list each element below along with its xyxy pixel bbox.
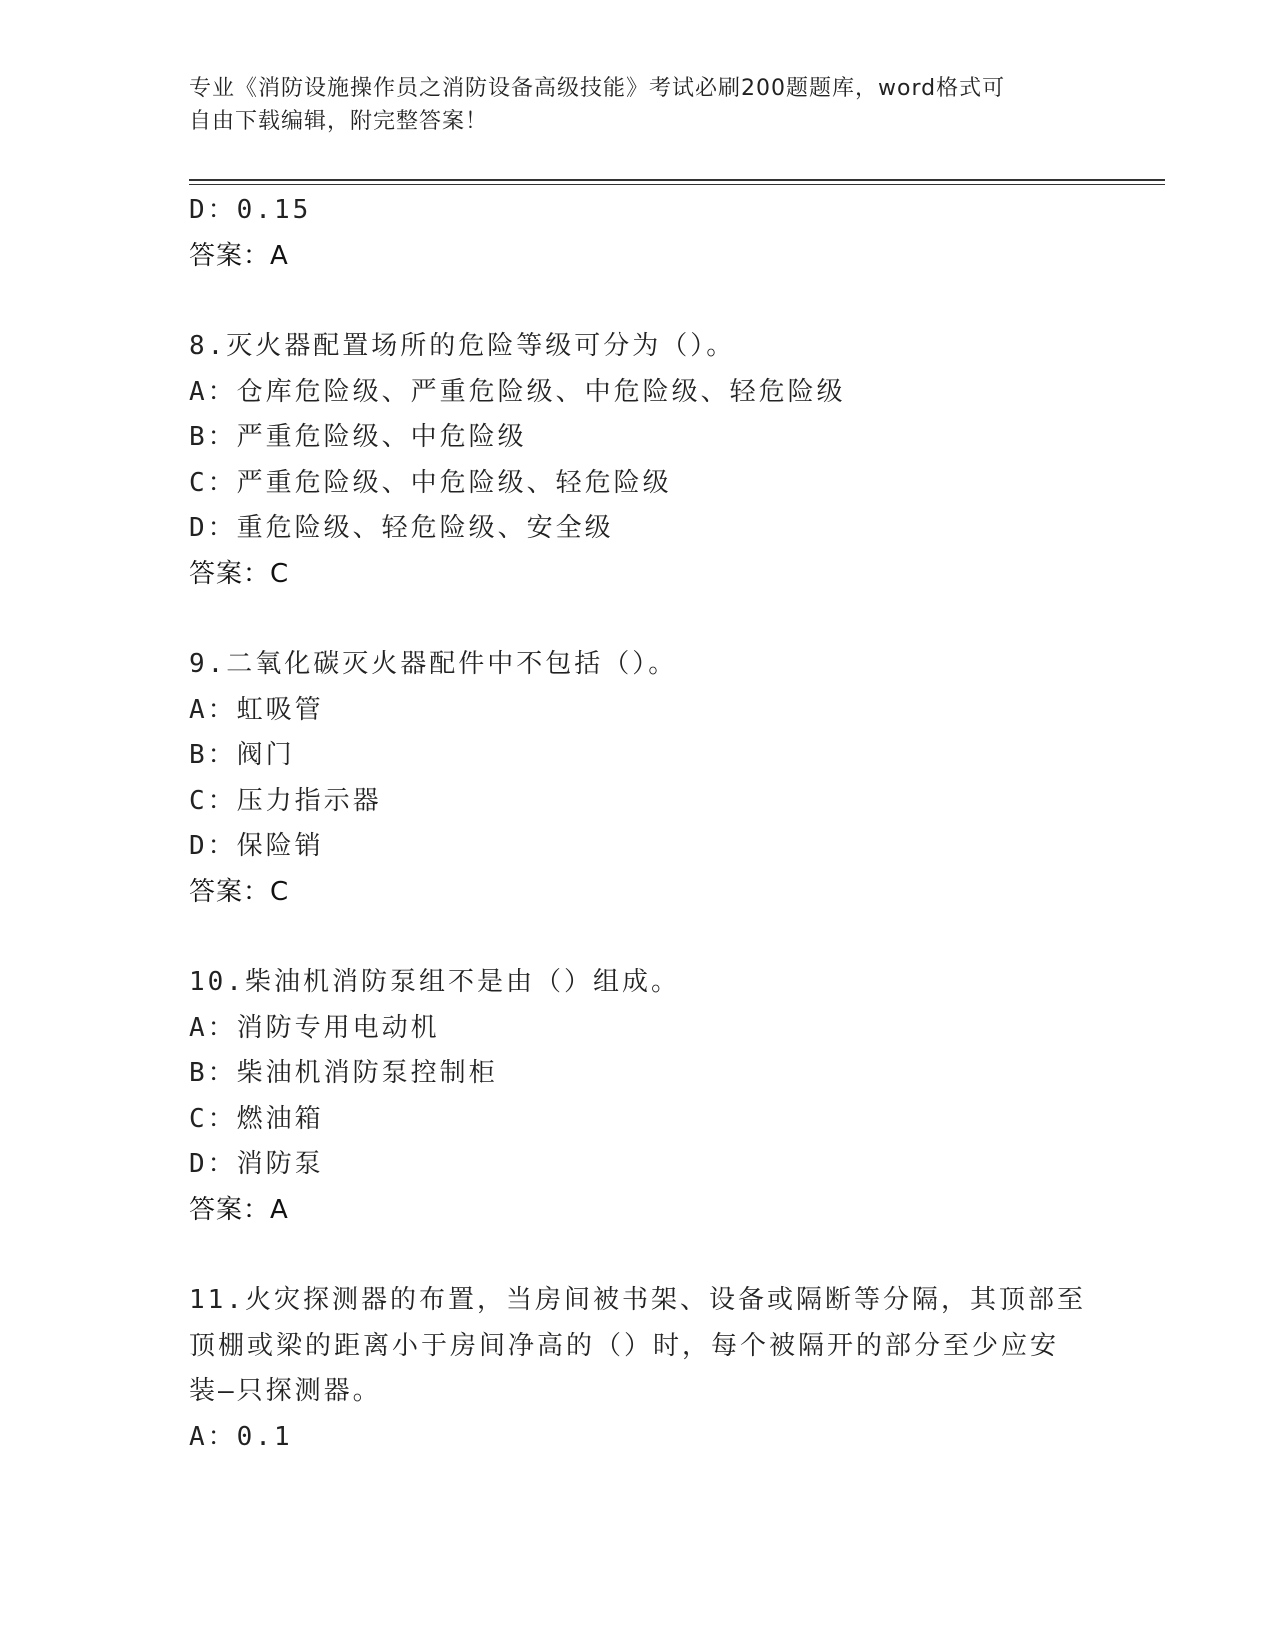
option-d: D：消防泵 xyxy=(189,1149,324,1179)
answer-line: 答案：A xyxy=(189,1194,289,1225)
option-c: C：燃油箱 xyxy=(189,1103,324,1134)
header-rule-thin xyxy=(189,184,1165,185)
header-rule-thick xyxy=(189,179,1165,181)
option-b: B：阀门 xyxy=(189,740,295,770)
question-stem-line-2: 顶棚或梁的距离小于房间净高的（）时，每个被隔开的部分至少应安 xyxy=(189,1330,1060,1361)
option-a: A：0.1 xyxy=(189,1421,293,1452)
question-7-tail xyxy=(189,188,1089,279)
option-d: D：0.15 xyxy=(189,195,312,225)
question-11 xyxy=(189,1278,1089,1460)
option-a: A：仓库危险级、严重危险级、中危险级、轻危险级 xyxy=(189,376,846,407)
question-10 xyxy=(189,960,1089,1233)
answer-line: 答案：A xyxy=(189,240,289,271)
header-line-2: 自由下载编辑，附完整答案！ xyxy=(189,109,489,134)
option-d: D：保险销 xyxy=(189,831,324,861)
option-d: D：重危险级、轻危险级、安全级 xyxy=(189,513,614,543)
option-b: B：严重危险级、中危险级 xyxy=(189,422,527,452)
option-a: A：消防专用电动机 xyxy=(189,1012,440,1043)
question-8 xyxy=(189,324,1089,597)
question-stem: 9.二氧化碳灭火器配件中不包括（）。 xyxy=(189,649,678,679)
option-b: B：柴油机消防泵控制柜 xyxy=(189,1058,498,1088)
document-header xyxy=(189,72,1089,138)
answer-line: 答案：C xyxy=(189,876,290,907)
option-c: C：压力指示器 xyxy=(189,785,382,816)
option-a: A：虹吸管 xyxy=(189,694,324,725)
header-line-1: 专业《消防设施操作员之消防设备高级技能》考试必刷200题题库，word格式可 xyxy=(189,76,1006,101)
answer-line: 答案：C xyxy=(189,558,290,589)
question-stem: 10.柴油机消防泵组不是由（）组成。 xyxy=(189,967,680,997)
question-stem-line-1: 11.火灾探测器的布置，当房间被书架、设备或隔断等分隔，其顶部至 xyxy=(189,1285,1086,1315)
question-9 xyxy=(189,642,1089,915)
question-list xyxy=(189,188,1089,1460)
option-c: C：严重危险级、中危险级、轻危险级 xyxy=(189,467,672,498)
question-stem: 8.灭火器配置场所的危险等级可分为（）。 xyxy=(189,331,736,361)
question-stem-line-3: 装—只探测器。 xyxy=(189,1376,382,1406)
